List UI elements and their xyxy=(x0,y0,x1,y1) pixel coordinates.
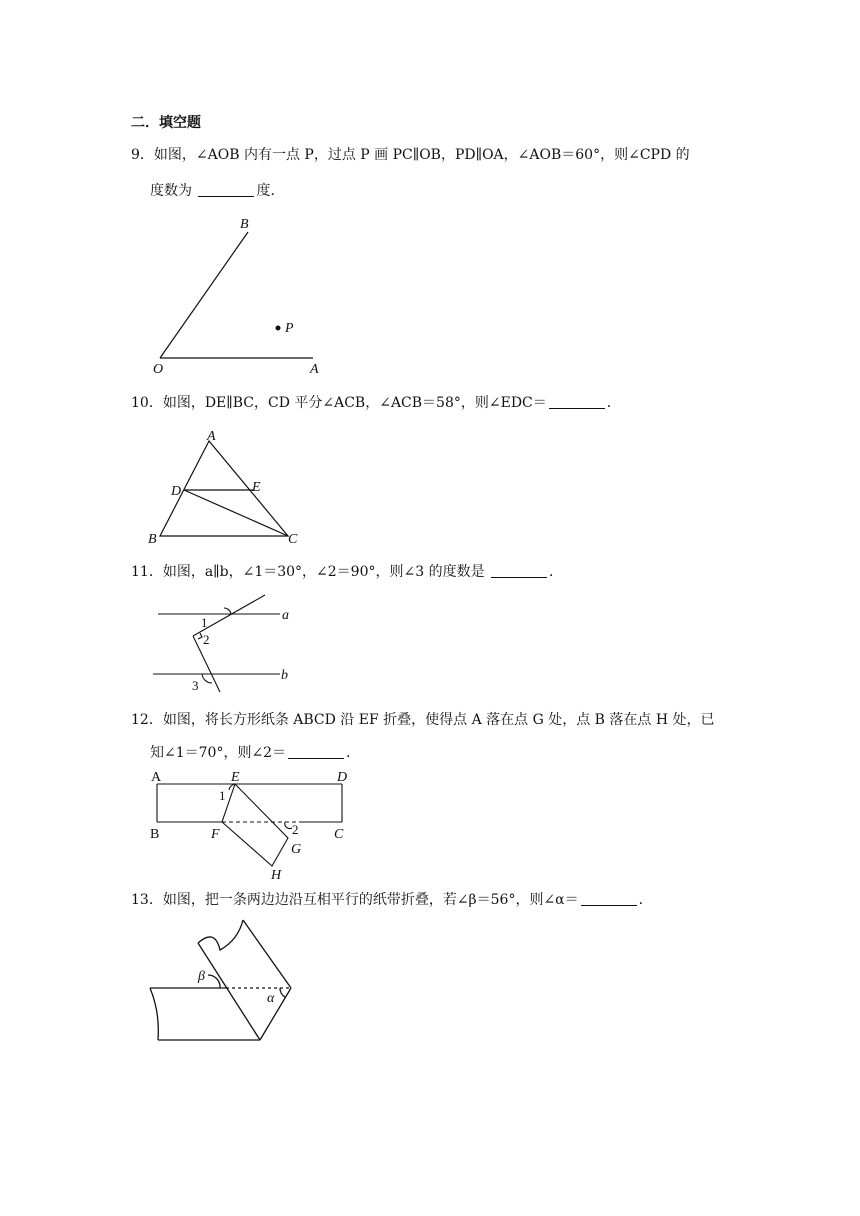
q13-text-main: 13．如图，把一条两边边沿互相平行的纸带折叠，若∠β＝56°，则∠α＝ xyxy=(131,892,579,908)
q12-label-g: G xyxy=(291,842,302,857)
q9-text-line2-end: 度． xyxy=(256,183,285,199)
figure-q11 xyxy=(153,595,280,692)
q9-point-p xyxy=(276,326,281,331)
q10-text-main: 10．如图，DE∥BC，CD 平分∠ACB，∠ACB＝58°，则∠EDC＝ xyxy=(131,395,547,411)
q9-text-line1: 9．如图，∠AOB 内有一点 P，过点 P 画 PC∥OB，PD∥OA，∠AOB＝60°，则∠CPD 的 xyxy=(131,147,690,163)
q13-label-alpha: α xyxy=(267,991,275,1006)
section-title: 二．填空题 xyxy=(131,115,201,131)
q9-label-a: A xyxy=(310,362,319,377)
q12-label-d: D xyxy=(337,770,348,785)
q11-right-angle-mark xyxy=(198,633,202,639)
q10-label-e: E xyxy=(252,480,261,495)
q11-label-2: 2 xyxy=(203,632,210,647)
q11-label-a: a xyxy=(282,608,289,623)
q13-folded-left-edge xyxy=(198,943,260,1040)
q12-label-f: F xyxy=(211,827,220,842)
q10-label-b: B xyxy=(148,532,157,547)
q12-text-line2-start: 知∠1＝70°，则∠2＝ xyxy=(150,745,287,761)
q13-strip-left-curve xyxy=(150,988,158,1040)
q9-label-b: B xyxy=(240,217,249,232)
q10-segment-dc xyxy=(184,490,288,536)
q11-text-end: ． xyxy=(549,564,564,580)
q12-label-c: C xyxy=(334,827,344,842)
q10-label-a: A xyxy=(207,429,216,444)
q13-label-beta: β xyxy=(198,969,205,984)
q12-label-1: 1 xyxy=(219,788,226,803)
q13-folded-right-edge xyxy=(243,920,291,988)
q12-label-a: A xyxy=(151,770,162,785)
q11-text-main: 11．如图，a∥b，∠1＝30°，∠2＝90°，则∠3 的度数是 xyxy=(131,564,485,580)
q10-text-end: ． xyxy=(606,395,621,411)
q12-label-e: E xyxy=(231,770,240,785)
q12-label-2: 2 xyxy=(292,822,299,837)
q9-text-line2-start: 度数为 xyxy=(150,183,192,199)
q10-label-d: D xyxy=(171,484,182,499)
q10-label-c: C xyxy=(288,532,298,547)
q12-label-h: H xyxy=(271,868,282,883)
figure-q9 xyxy=(160,232,313,358)
q12-text-end: ． xyxy=(346,745,361,761)
q11-angle3-arc xyxy=(202,674,212,683)
q11-label-3: 3 xyxy=(192,678,199,693)
q11-label-b: b xyxy=(281,668,288,683)
q13-fold-line xyxy=(260,988,291,1040)
q9-label-p: P xyxy=(285,321,294,336)
q12-folded-part-efhg xyxy=(222,784,288,866)
q12-text-line1: 12．如图，将长方形纸条 ABCD 沿 EF 折叠，使得点 A 落在点 G 处，点 B 落在点 H 处，已 xyxy=(131,712,715,728)
figure-q12 xyxy=(157,784,342,866)
q13-strip-top-curve xyxy=(198,920,243,950)
q9-label-o: O xyxy=(153,362,164,377)
q13-text-end: ． xyxy=(638,892,653,908)
q13-angle-alpha-arc xyxy=(280,988,285,997)
q11-angle1-arc xyxy=(224,608,231,614)
figure-q13 xyxy=(150,920,291,1040)
q13-angle-beta-arc xyxy=(208,975,220,988)
q11-label-1: 1 xyxy=(201,615,208,630)
q9-ray-ob xyxy=(160,232,248,358)
q12-angle2-arc xyxy=(285,822,292,829)
q12-label-b: B xyxy=(150,827,160,842)
